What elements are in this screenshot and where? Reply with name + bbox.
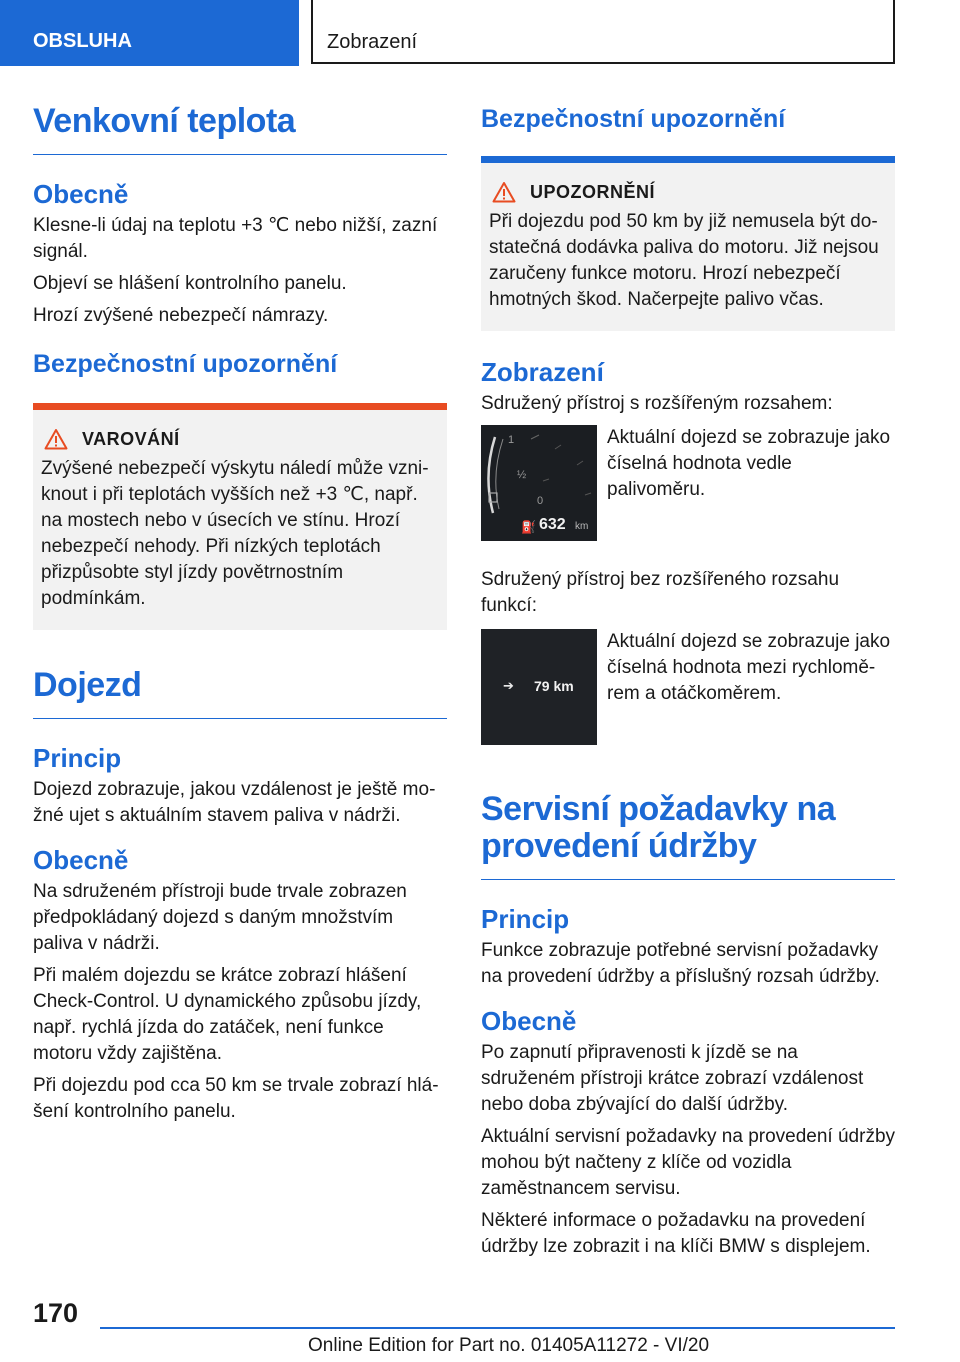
warning-title	[41, 426, 439, 452]
display-heading: Zobrazení	[481, 357, 604, 387]
extended-scale-1: 1	[508, 434, 515, 446]
page-number: 170	[33, 1298, 79, 1328]
fuel-pump-icon: ➔	[503, 678, 514, 693]
page-header	[0, 0, 960, 66]
outside-temp-p3: Hrozí zvýšené nebezpečí námrazy.	[33, 305, 329, 326]
extended-scale-half: ½	[517, 469, 527, 481]
display-basic-text: Aktuální dojezd se zobrazuje jako číselná hodnota mezi rychloměrem a otáčkoměrem.	[607, 631, 891, 704]
display-extended-intro: Sdružený přístroj s rozšířeným rozsahem:	[481, 393, 833, 414]
outside-temp-general-heading: Obecně	[33, 179, 129, 209]
outside-temp-safety-heading: Bezpečnostní upozornění	[33, 350, 338, 378]
range-p1: Na sdruženém přístroji bude trvale zobrazen předpokládaný dojezd s daným množstvím paliva v nádrži.	[33, 881, 407, 954]
topic-label: Zobrazení	[311, 0, 895, 64]
range-title: Dojezd	[33, 656, 447, 719]
outside-temp-p2: Objeví se hlášení kontrolního panelu.	[33, 273, 347, 294]
service-p2: Aktuální servisní požadavky na provedení údržby mohou být načteny z klíče od vozidla zaměstnancem servisu.	[481, 1126, 896, 1199]
display-extended-text: Aktuální dojezd se zobrazuje jako číselná hodnota vedle palivoměru.	[607, 427, 891, 500]
edition-label: Online Edition for Part no. 01405A11272 - VI/20	[308, 1335, 710, 1356]
range-p2: Při malém dojezdu se krátce zobrazí hlášení Check-Control. U dynamického způsobu jízdy, např. rychlá jízda do zatáček, není funkce motoru vždy zajištěna.	[33, 965, 422, 1064]
basic-range-value: 79 km	[534, 678, 574, 694]
warning-triangle-icon	[492, 181, 516, 203]
extended-range-unit: km	[575, 521, 589, 532]
range-principle-text: Dojezd zobrazuje, jakou vzdálenost je ještě možné ujet s aktuálním stavem paliva v nádrži.	[33, 779, 436, 826]
left-column	[33, 92, 447, 1125]
outside-temp-p1: Klesne-li údaj na teplotu +3 ℃ nebo nižší, zazní signál.	[33, 215, 438, 262]
service-title: Servisní požadavky na provedení údržby	[481, 781, 895, 880]
section-label: OBSLUHA	[0, 0, 299, 66]
display-extended-row	[481, 425, 895, 541]
extended-scale-0: 0	[537, 495, 544, 507]
fuel-pump-icon: ⛽	[521, 520, 536, 534]
service-p1: Po zapnutí připravenosti k jízdě se na sdruženém přístroji krátce zobrazí vzdálenost nebo doba zbývající do další údržby.	[481, 1042, 864, 1115]
warning-box	[33, 403, 447, 630]
service-general-heading: Obecně	[481, 1006, 577, 1036]
caution-box	[481, 156, 895, 331]
service-principle-text: Funkce zobrazuje potřebné servisní požadavky na provedení údržby a příslušný rozsah údržby.	[481, 940, 880, 987]
range-safety-heading: Bezpečnostní upozornění	[481, 105, 786, 133]
range-principle-heading: Princip	[33, 743, 122, 773]
extended-cluster-image	[481, 425, 597, 541]
caution-title	[489, 179, 887, 205]
basic-cluster-image	[481, 629, 597, 745]
extended-range-value: 632	[539, 516, 566, 533]
range-general-heading: Obecně	[33, 845, 129, 875]
warning-text: Zvýšené nebezpečí výskytu náledí může vzniknout i při teplotách vyšších než +3 ℃, např. na mostech nebo v úsecích ve stínu. Hrozí nebezpečí nehody. Při nízkých teplotách přizpůsobte styl jízdy povětrnostním podmínkám.	[41, 458, 429, 609]
caution-text: Při dojezdu pod 50 km by již nemusela být dostatečná dodávka paliva do motoru. Již nejsou zaručeny funkce motoru. Hrozí nebezpečí hmotných škod. Načerpejte palivo včas.	[489, 211, 879, 310]
caution-label: UPOZORNĚNÍ	[530, 182, 656, 202]
warning-triangle-icon	[44, 428, 68, 450]
service-principle-heading: Princip	[481, 904, 570, 934]
display-basic-intro: Sdružený přístroj bez rozšířeného rozsahu funkcí:	[481, 569, 840, 616]
service-p3: Některé informace o požadavku na provedení údržby lze zobrazit i na klíči BMW s displejem.	[481, 1210, 871, 1257]
warning-label: VAROVÁNÍ	[82, 429, 180, 449]
right-column	[481, 92, 895, 1260]
outside-temp-title: Venkovní teplota	[33, 92, 447, 155]
footer-divider	[100, 1327, 895, 1329]
display-basic-row	[481, 629, 895, 745]
range-p3: Při dojezdu pod cca 50 km se trvale zobrazí hlášení kontrolního panelu.	[33, 1075, 439, 1122]
